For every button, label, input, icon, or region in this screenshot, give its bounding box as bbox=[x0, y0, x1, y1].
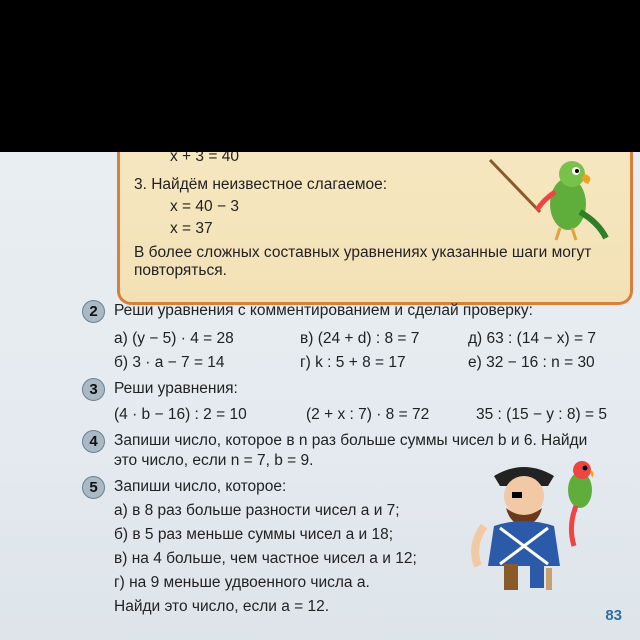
task-2-v: в) (24 + d) : 8 = 7 bbox=[300, 330, 420, 347]
task-2-e: е) 32 − 16 : n = 30 bbox=[468, 354, 595, 371]
task-number-badge: 4 bbox=[82, 430, 105, 453]
task-2-a: а) (y − 5) · 4 = 28 bbox=[114, 330, 234, 347]
page-number: 83 bbox=[605, 607, 622, 624]
task-number-badge: 3 bbox=[82, 378, 105, 401]
task-5-b: б) в 5 раз меньше суммы чисел a и 18; bbox=[114, 526, 394, 543]
task-4-line-2: это число, если n = 7, b = 9. bbox=[114, 452, 314, 469]
task-5-a: а) в 8 раз больше разности чисел a и 7; bbox=[114, 502, 400, 519]
equation-fragment: x + 3 = 40 bbox=[170, 152, 239, 165]
task-number-badge: 2 bbox=[82, 300, 105, 323]
task-5-final: Найди это число, если a = 12. bbox=[114, 598, 330, 615]
task-2-title: Реши уравнения с комментированием и сделай проверку: bbox=[114, 302, 533, 319]
task-2-d: д) 63 : (14 − x) = 7 bbox=[468, 330, 596, 347]
parrot-illustration bbox=[480, 152, 620, 242]
step-3-heading: 3. Найдём неизвестное слагаемое: bbox=[134, 176, 388, 193]
task-3-title: Реши уравнения: bbox=[114, 380, 238, 397]
pirate-illustration bbox=[464, 456, 620, 596]
equation-step-1: x = 40 − 3 bbox=[170, 198, 239, 215]
note-line-1: В более сложных составных уравнениях указанные шаги могут bbox=[134, 244, 592, 261]
task-5-v: в) на 4 больше, чем частное чисел a и 12; bbox=[114, 550, 417, 567]
task-5-g: г) на 9 меньше удвоенного числа a. bbox=[114, 574, 370, 591]
task-4-line-1: Запиши число, которое в n раз больше суммы чисел b и 6. Найди bbox=[114, 432, 588, 449]
task-5-title: Запиши число, которое: bbox=[114, 478, 287, 495]
task-3-eq-3: 35 : (15 − y : 8) = 5 bbox=[476, 406, 607, 423]
textbook-page bbox=[0, 152, 640, 640]
task-2-g: г) k : 5 + 8 = 17 bbox=[300, 354, 406, 371]
note-line-2: повторяться. bbox=[134, 262, 227, 279]
task-number-badge: 5 bbox=[82, 476, 105, 499]
task-2-b: б) 3 · a − 7 = 14 bbox=[114, 354, 225, 371]
equation-step-2: x = 37 bbox=[170, 220, 213, 237]
task-3-eq-1: (4 · b − 16) : 2 = 10 bbox=[114, 406, 247, 423]
task-3-eq-2: (2 + x : 7) · 8 = 72 bbox=[306, 406, 430, 423]
